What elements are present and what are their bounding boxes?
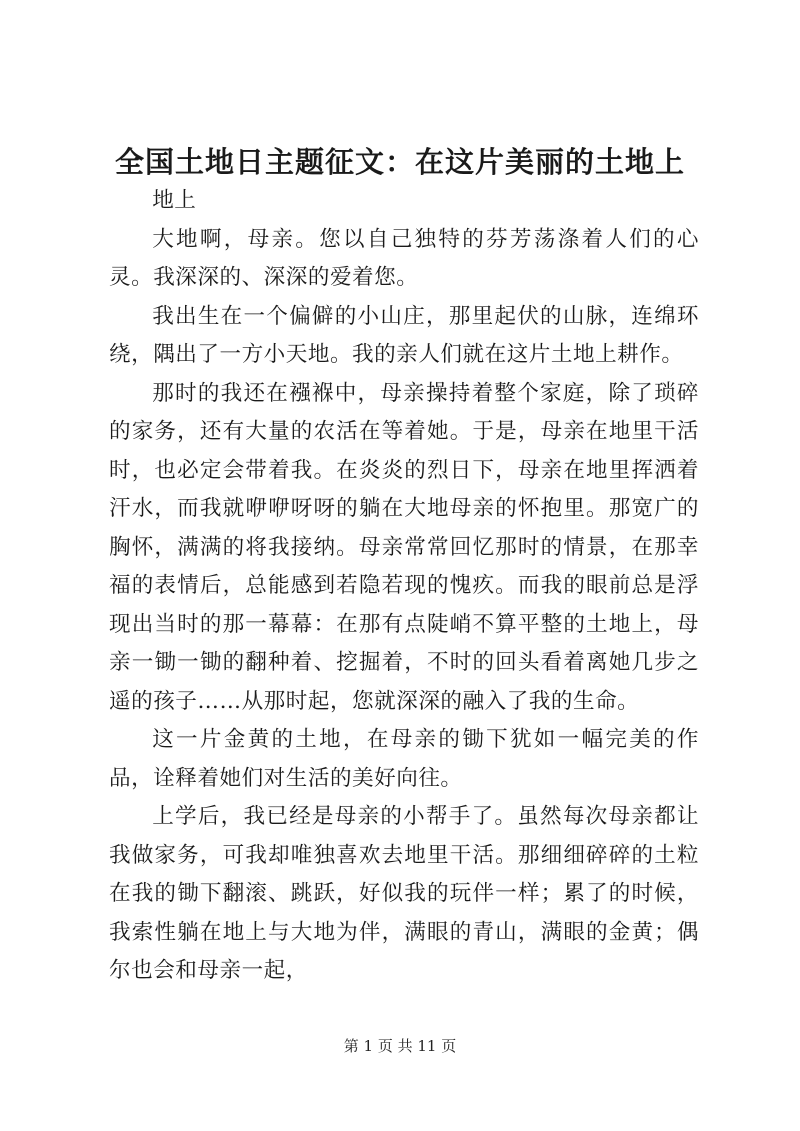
paragraph: 上学后，我已经是母亲的小帮手了。虽然每次母亲都让我做家务，可我却唯独喜欢去地里干活。那细细碎碎的土粒在我的锄下翻滚、跳跃，好似我的玩伴一样；累了的时候，我索性躺在地上与大地为伴，满眼的青山，满眼的金黄；偶尔也会和母亲一起， — [109, 804, 699, 983]
page-footer: 第 1 页 共 11 页 — [343, 1037, 457, 1055]
paragraph: 我出生在一个偏僻的小山庄，那里起伏的山脉，连绵环绕，隅出了一方小天地。我的亲人们就在这片土地上耕作。 — [109, 303, 699, 367]
paragraph: 地上 — [152, 188, 197, 213]
document-title: 全国土地日主题征文：在这片美丽的土地上 — [114, 145, 685, 179]
paragraph: 大地啊，母亲。您以自己独特的芬芳荡涤着人们的心灵。我深深的、深深的爱着您。 — [109, 226, 699, 290]
paragraph: 这一片金黄的土地，在母亲的锄下犹如一幅完美的作品，诠释着她们对生活的美好向往。 — [109, 727, 699, 791]
paragraph: 那时的我还在襁褓中，母亲操持着整个家庭，除了琐碎的家务，还有大量的农活在等着她。于是，母亲在地里干活时，也必定会带着我。在炎炎的烈日下，母亲在地里挥洒着汗水，而我就咿咿呀呀的躺在大地母亲的怀抱里。那宽广的胸怀，满满的将我接纳。母亲常常回忆那时的情景，在那幸福的表情后，总能感到若隐若现的愧疚。而我的眼前总是浮现出当时的那一幕幕：在那有点陡峭不算平整的土地上，母亲一锄一锄的翻种着、挖掘着，不时的回头看着离她几步之遥的孩子……从那时起，您就深深的融入了我的生命。 — [109, 380, 699, 714]
document-body — [109, 182, 699, 991]
